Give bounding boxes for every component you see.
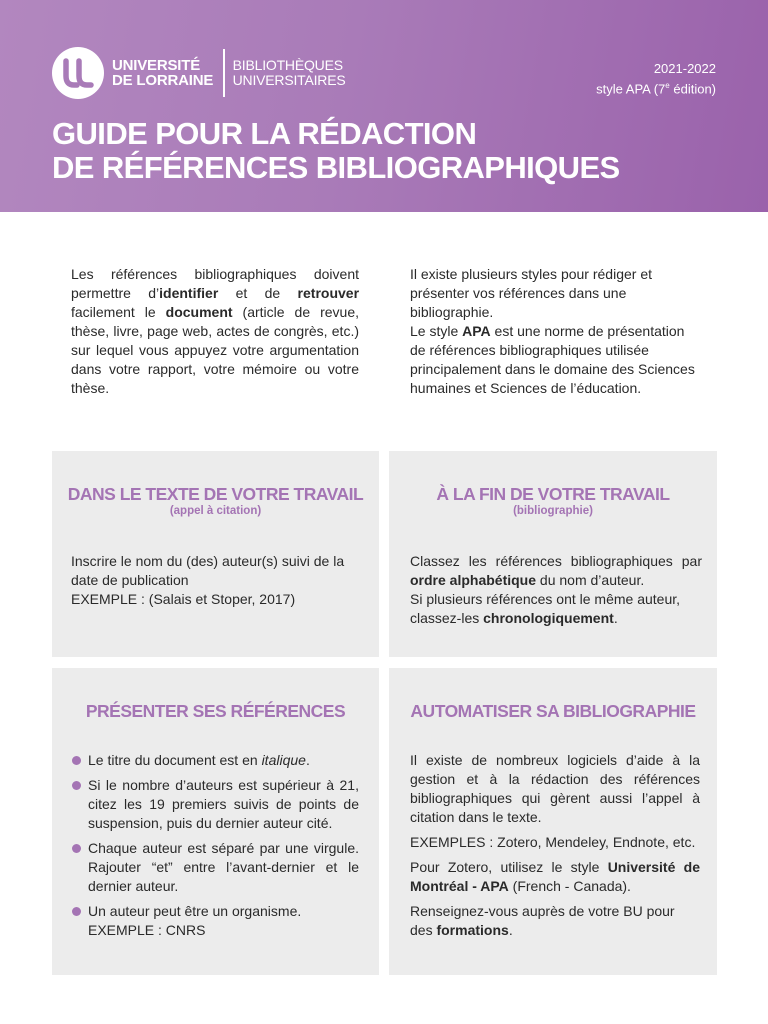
box-automate-body xyxy=(410,751,700,946)
intro-left-t3: facilement le xyxy=(71,304,166,320)
university-logo[interactable] xyxy=(52,47,346,99)
box-automate-p3 xyxy=(410,858,700,896)
logo-university-name xyxy=(112,58,213,88)
intro-left-t1: Les références bibliographiques doivent permettre d’ xyxy=(71,266,359,301)
box-automate-title: AUTOMATISER SA BIBLIOGRAPHIE xyxy=(410,701,696,721)
box-present-references xyxy=(52,668,379,975)
bullet-dot-icon xyxy=(72,907,81,916)
logo-university-line-1: UNIVERSITÉ xyxy=(112,57,201,74)
logo-libraries-name xyxy=(233,58,346,88)
box-end-chronological: chronologiquement xyxy=(483,610,614,626)
bullet-dot-icon xyxy=(72,844,81,853)
box-in-text-title: DANS LE TEXTE DE VOTRE TRAVAIL xyxy=(67,484,364,504)
box-end-line-1 xyxy=(410,552,702,590)
edition-style-sup: e xyxy=(665,81,670,90)
page-title xyxy=(52,117,620,185)
box-end-body xyxy=(410,552,702,628)
edition-info xyxy=(596,60,716,97)
box-automate-p4 xyxy=(410,902,700,940)
box-end-of-work xyxy=(389,451,717,657)
edition-style-prefix: style APA (7 xyxy=(596,81,666,97)
bullet-1-text: Le titre du document est en xyxy=(88,752,262,768)
box-in-text-example: EXEMPLE : (Salais et Stoper, 2017) xyxy=(71,591,296,607)
page-title-line-2: DE RÉFÉRENCES BIBLIOGRAPHIQUES xyxy=(52,150,620,185)
box-end-t2: du nom d’auteur. xyxy=(536,572,645,588)
intro-right-paragraph xyxy=(410,265,698,398)
box-end-t4: . xyxy=(613,610,618,626)
bullet-2-text: Si le nombre d’auteurs est supérieur à 21, citez les 19 premiers suivis de points de suspension, puis du dernier auteur cité. xyxy=(88,777,359,831)
logo-libraries-line-1: BIBLIOTHÈQUES xyxy=(232,57,343,73)
box-automate-p3-end: (French - Canada). xyxy=(508,878,631,894)
logo-libraries-line-2: UNIVERSITAIRES xyxy=(232,72,346,88)
intro-left-retrouver: retrouver xyxy=(297,285,360,301)
bullet-1-end: . xyxy=(305,752,310,768)
edition-style xyxy=(596,77,716,97)
intro-right-t2: est une norme de présentation de références bibliographiques utilisée principalement dans le domaine des Sciences humaines et Sciences de l’éducation. xyxy=(410,323,695,396)
intro-right-p2 xyxy=(410,322,698,398)
edition-year: 2021-2022 xyxy=(653,61,716,76)
box-end-alphabetical: ordre alphabétique xyxy=(410,572,537,588)
list-item xyxy=(72,776,359,833)
box-end-line-2 xyxy=(410,590,702,628)
box-automate-p4-text: Renseignez-vous auprès de votre BU pour des xyxy=(410,903,675,938)
box-present-title: PRÉSENTER SES RÉFÉRENCES xyxy=(85,701,346,721)
list-item xyxy=(72,902,359,940)
intro-left-t2: et de xyxy=(218,285,298,301)
box-automate-bibliography xyxy=(389,668,717,975)
list-item xyxy=(72,751,359,770)
edition-style-suffix: édition) xyxy=(669,81,716,97)
bullet-4-line-1: Un auteur peut être un organisme. xyxy=(88,903,302,919)
intro-left-identifier: identifier xyxy=(159,285,219,301)
box-automate-p2: EXEMPLES : Zotero, Mendeley, Endnote, etc. xyxy=(410,834,696,850)
header-banner xyxy=(0,0,768,212)
bullet-3-text: Chaque auteur est séparé par une virgule. Rajouter “et” entre l’avant-dernier et le dernier auteur. xyxy=(88,840,359,894)
box-end-t1: Classez les références bibliographiques par xyxy=(410,553,702,569)
box-present-list xyxy=(72,751,359,946)
intro-left-t4: (article de revue, thèse, livre, page web, actes de congrès, etc.) sur lequel vous appuyez votre argumentation dans votre rapport, votre mémoire ou votre thèse. xyxy=(71,304,359,396)
box-automate-formations: formations xyxy=(436,922,509,938)
list-item xyxy=(72,839,359,896)
bullet-dot-icon xyxy=(72,781,81,790)
box-end-t3: Si plusieurs références ont le même auteur, classez-les xyxy=(410,591,681,626)
intro-right-p1: Il existe plusieurs styles pour rédiger et présenter vos références dans une bibliographie. xyxy=(410,266,652,320)
intro-left-text xyxy=(71,265,359,398)
box-automate-style-name: Université de Montréal - APA xyxy=(410,859,700,894)
logo-divider xyxy=(223,49,225,97)
logo-university-line-2: DE LORRAINE xyxy=(112,72,214,89)
box-in-text xyxy=(52,451,379,657)
bullet-dot-icon xyxy=(72,756,81,765)
intro-left-paragraph xyxy=(71,265,359,398)
intro-left-document: document xyxy=(165,304,233,320)
page-title-line-1: GUIDE POUR LA RÉDACTION xyxy=(52,116,477,151)
universite-de-lorraine-logo-icon xyxy=(52,47,104,99)
box-automate-p4-end: . xyxy=(508,922,513,938)
bullet-1-italic: italique xyxy=(261,752,306,768)
box-in-text-line-1: Inscrire le nom du (des) auteur(s) suivi de la date de publication xyxy=(71,553,345,588)
box-automate-p1: Il existe de nombreux logiciels d’aide à la gestion et à la rédaction des références bibliographiques qui gèrent aussi l’appel à citation dans le texte. xyxy=(410,752,700,825)
box-automate-p3-text: Pour Zotero, utilisez le style xyxy=(410,859,608,875)
box-in-text-subtitle: (appel à citation) xyxy=(169,505,262,517)
box-end-title: À LA FIN DE VOTRE TRAVAIL xyxy=(436,484,670,504)
intro-right-t1: Le style xyxy=(410,323,463,339)
box-end-subtitle: (bibliographie) xyxy=(513,505,593,517)
intro-right-apa: APA xyxy=(462,323,491,339)
box-in-text-body xyxy=(71,552,363,609)
bullet-4-line-2: EXEMPLE : CNRS xyxy=(88,922,206,938)
